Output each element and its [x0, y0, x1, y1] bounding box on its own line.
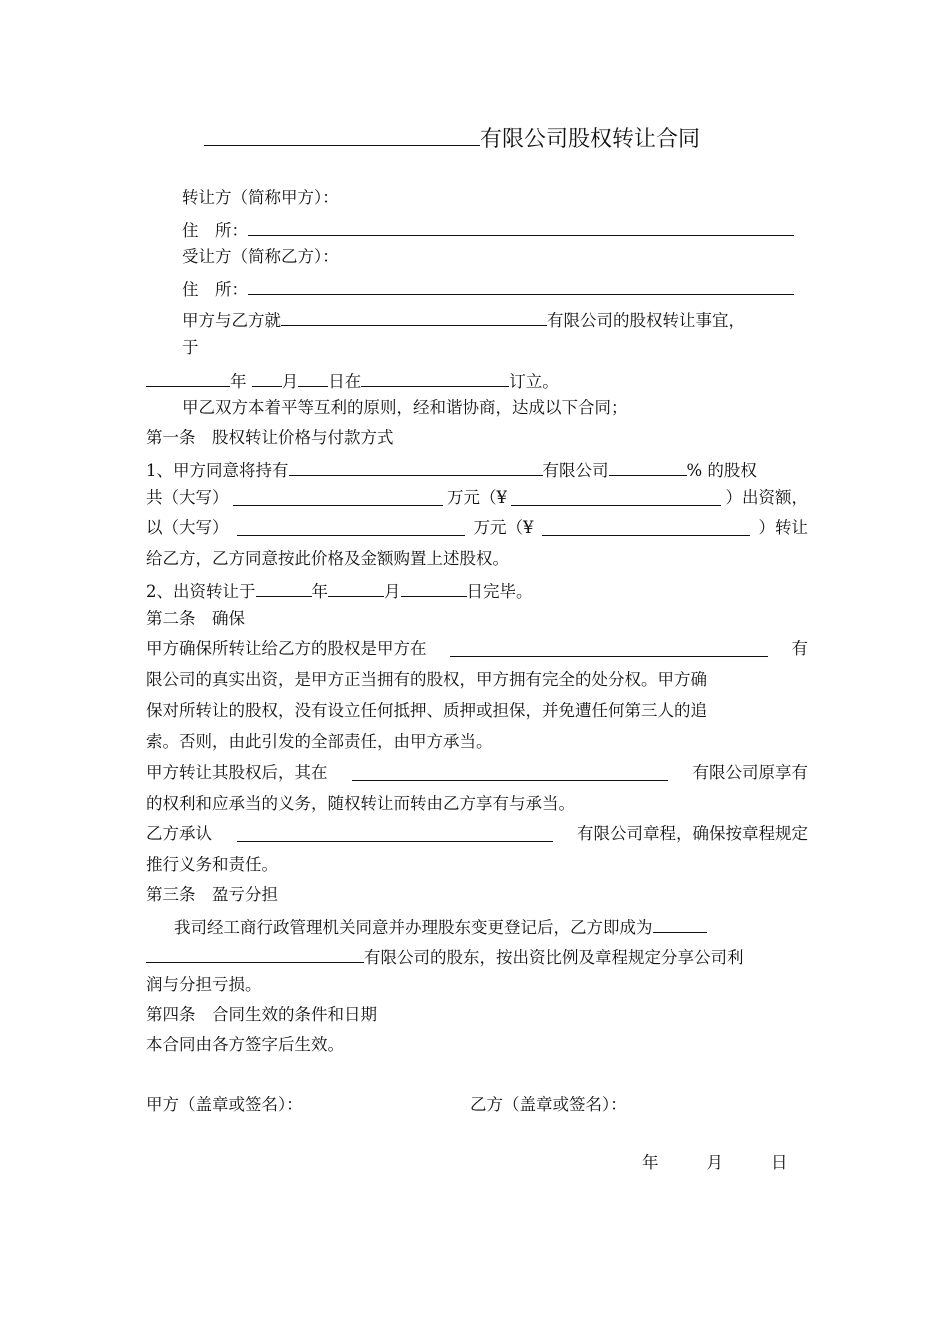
text: 万元（¥ — [447, 488, 507, 507]
text: 月 — [384, 582, 401, 601]
text: 甲方转让其股权后，其在 — [146, 763, 328, 782]
article-3-heading — [146, 884, 808, 906]
address-label: 住 所： — [182, 221, 248, 240]
date-day: 日 — [771, 1153, 788, 1172]
text: 限公司的真实出资，是甲方正当拥有的股权，甲方拥有完全的处分权。甲方确 — [146, 670, 707, 689]
text: 1、甲方同意将持有 — [146, 461, 289, 480]
article-1-line-5 — [146, 578, 808, 600]
transferor-address-line — [146, 217, 844, 239]
intro-line-2 — [146, 337, 844, 359]
address-blank — [248, 217, 794, 236]
date-month: 月 — [706, 1153, 723, 1172]
article-2-line-7 — [146, 823, 808, 845]
transferee-address-line — [146, 276, 844, 298]
blank — [609, 457, 687, 476]
article-1-line-1 — [146, 457, 808, 479]
transferor-label: 转让方（简称甲方）： — [182, 188, 339, 207]
text: 有限公司 — [542, 461, 609, 480]
article-4-heading — [146, 1004, 808, 1026]
intro-line-3 — [146, 397, 844, 419]
text: 万元（¥ — [473, 518, 534, 537]
article-2-line-8 — [146, 854, 808, 876]
text: 2、出资转让于 — [146, 582, 256, 601]
blank — [298, 368, 328, 387]
transferee-line — [146, 246, 844, 268]
blank — [653, 914, 707, 933]
blank — [146, 368, 230, 387]
text: 乙方承认 — [146, 824, 212, 843]
text: 日在 — [328, 372, 362, 391]
article-2-heading — [146, 608, 808, 630]
article-2-line-1 — [146, 638, 808, 660]
text: 本合同由各方签字后生效。 — [146, 1035, 344, 1054]
blank — [511, 487, 721, 506]
article-3-line-2 — [146, 944, 808, 966]
blank — [233, 487, 443, 506]
signature-date — [642, 1152, 802, 1174]
article-1-heading — [146, 427, 808, 449]
text: 甲方确保所转让给乙方的股权是甲方在 — [146, 639, 427, 658]
party-a-signature-label: 甲方（盖章或签名）： — [146, 1095, 303, 1114]
transferor-line — [146, 187, 844, 209]
blank — [401, 578, 467, 597]
title-text: 有限公司股权转让合同 — [480, 127, 701, 152]
blank — [542, 517, 750, 536]
text: 月 — [281, 372, 299, 391]
address-blank — [248, 276, 794, 295]
intro-line-1 — [146, 307, 844, 329]
text: 有限公司的股东，按出资比例及章程规定分享公司利 — [364, 948, 744, 967]
heading: 第三条 盈亏分担 — [146, 885, 278, 904]
text: 有限公司原享有 — [692, 763, 808, 782]
article-1-line-3 — [146, 517, 808, 539]
blank — [256, 578, 312, 597]
article-2-line-4 — [146, 731, 808, 753]
text: 我司经工商行政管理机关同意并办理股东变更登记后，乙方即成为 — [174, 918, 653, 937]
text: 年 — [230, 372, 247, 391]
intro-date-line — [146, 368, 808, 390]
text: 的权利和应承当的义务，随权转让而转由乙方享有与承当。 — [146, 794, 575, 813]
date-year: 年 — [642, 1153, 659, 1172]
article-1-line-4 — [146, 548, 808, 570]
text: 甲乙双方本着平等互利的原则，经和谐协商，达成以下合同； — [182, 398, 628, 417]
text: 以（大写） — [146, 518, 229, 537]
text: 有限公司章程，确保按章程规定 — [577, 824, 808, 843]
address-label: 住 所： — [182, 280, 248, 299]
text: 日完毕。 — [466, 582, 533, 601]
text: 于 — [182, 338, 199, 357]
blank — [328, 578, 384, 597]
article-3-line-1 — [146, 914, 836, 936]
text: 给乙方，乙方同意按此价格及金额购置上述股权。 — [146, 549, 509, 568]
article-4-line-1 — [146, 1034, 808, 1056]
blank — [146, 944, 364, 963]
blank — [289, 457, 543, 476]
text: 订立。 — [509, 372, 559, 391]
article-3-line-3 — [146, 974, 808, 996]
transferee-label: 受让方（简称乙方）： — [182, 247, 339, 266]
heading: 第二条 确保 — [146, 609, 245, 628]
article-2-line-3 — [146, 700, 808, 722]
party-b-signature-label: 乙方（盖章或签名）： — [470, 1095, 627, 1114]
article-1-line-2 — [146, 487, 808, 509]
heading: 第四条 合同生效的条件和日期 — [146, 1005, 377, 1024]
blank — [252, 368, 282, 387]
text: 共（大写） — [146, 488, 229, 507]
blank — [237, 517, 465, 536]
text: 索。否则，由此引发的全部责任，由甲方承当。 — [146, 732, 493, 751]
blank — [361, 368, 509, 387]
text: 推行义务和责任。 — [146, 855, 278, 874]
text: 有 — [791, 639, 808, 658]
article-2-line-2 — [146, 669, 808, 691]
document-title — [204, 122, 700, 153]
text: % 的股权 — [686, 461, 757, 480]
text: 润与分担亏损。 — [146, 975, 262, 994]
text: 年 — [311, 582, 328, 601]
text: ）转让 — [758, 518, 808, 537]
article-2-line-5 — [146, 762, 808, 784]
blank — [237, 823, 553, 842]
text: 有限公司的股权转让事宜， — [547, 311, 745, 330]
article-2-line-6 — [146, 793, 808, 815]
text: 甲方与乙方就 — [182, 311, 281, 330]
blank — [352, 762, 668, 781]
text: 保对所转让的股权，没有设立任何抵押、质押或担保，并免遭任何第三人的追 — [146, 701, 707, 720]
heading: 第一条 股权转让价格与付款方式 — [146, 428, 394, 447]
blank — [281, 307, 547, 326]
blank — [450, 638, 768, 657]
signature-line — [146, 1094, 808, 1116]
company-name-blank — [204, 123, 480, 146]
text: ）出资额， — [725, 488, 808, 507]
